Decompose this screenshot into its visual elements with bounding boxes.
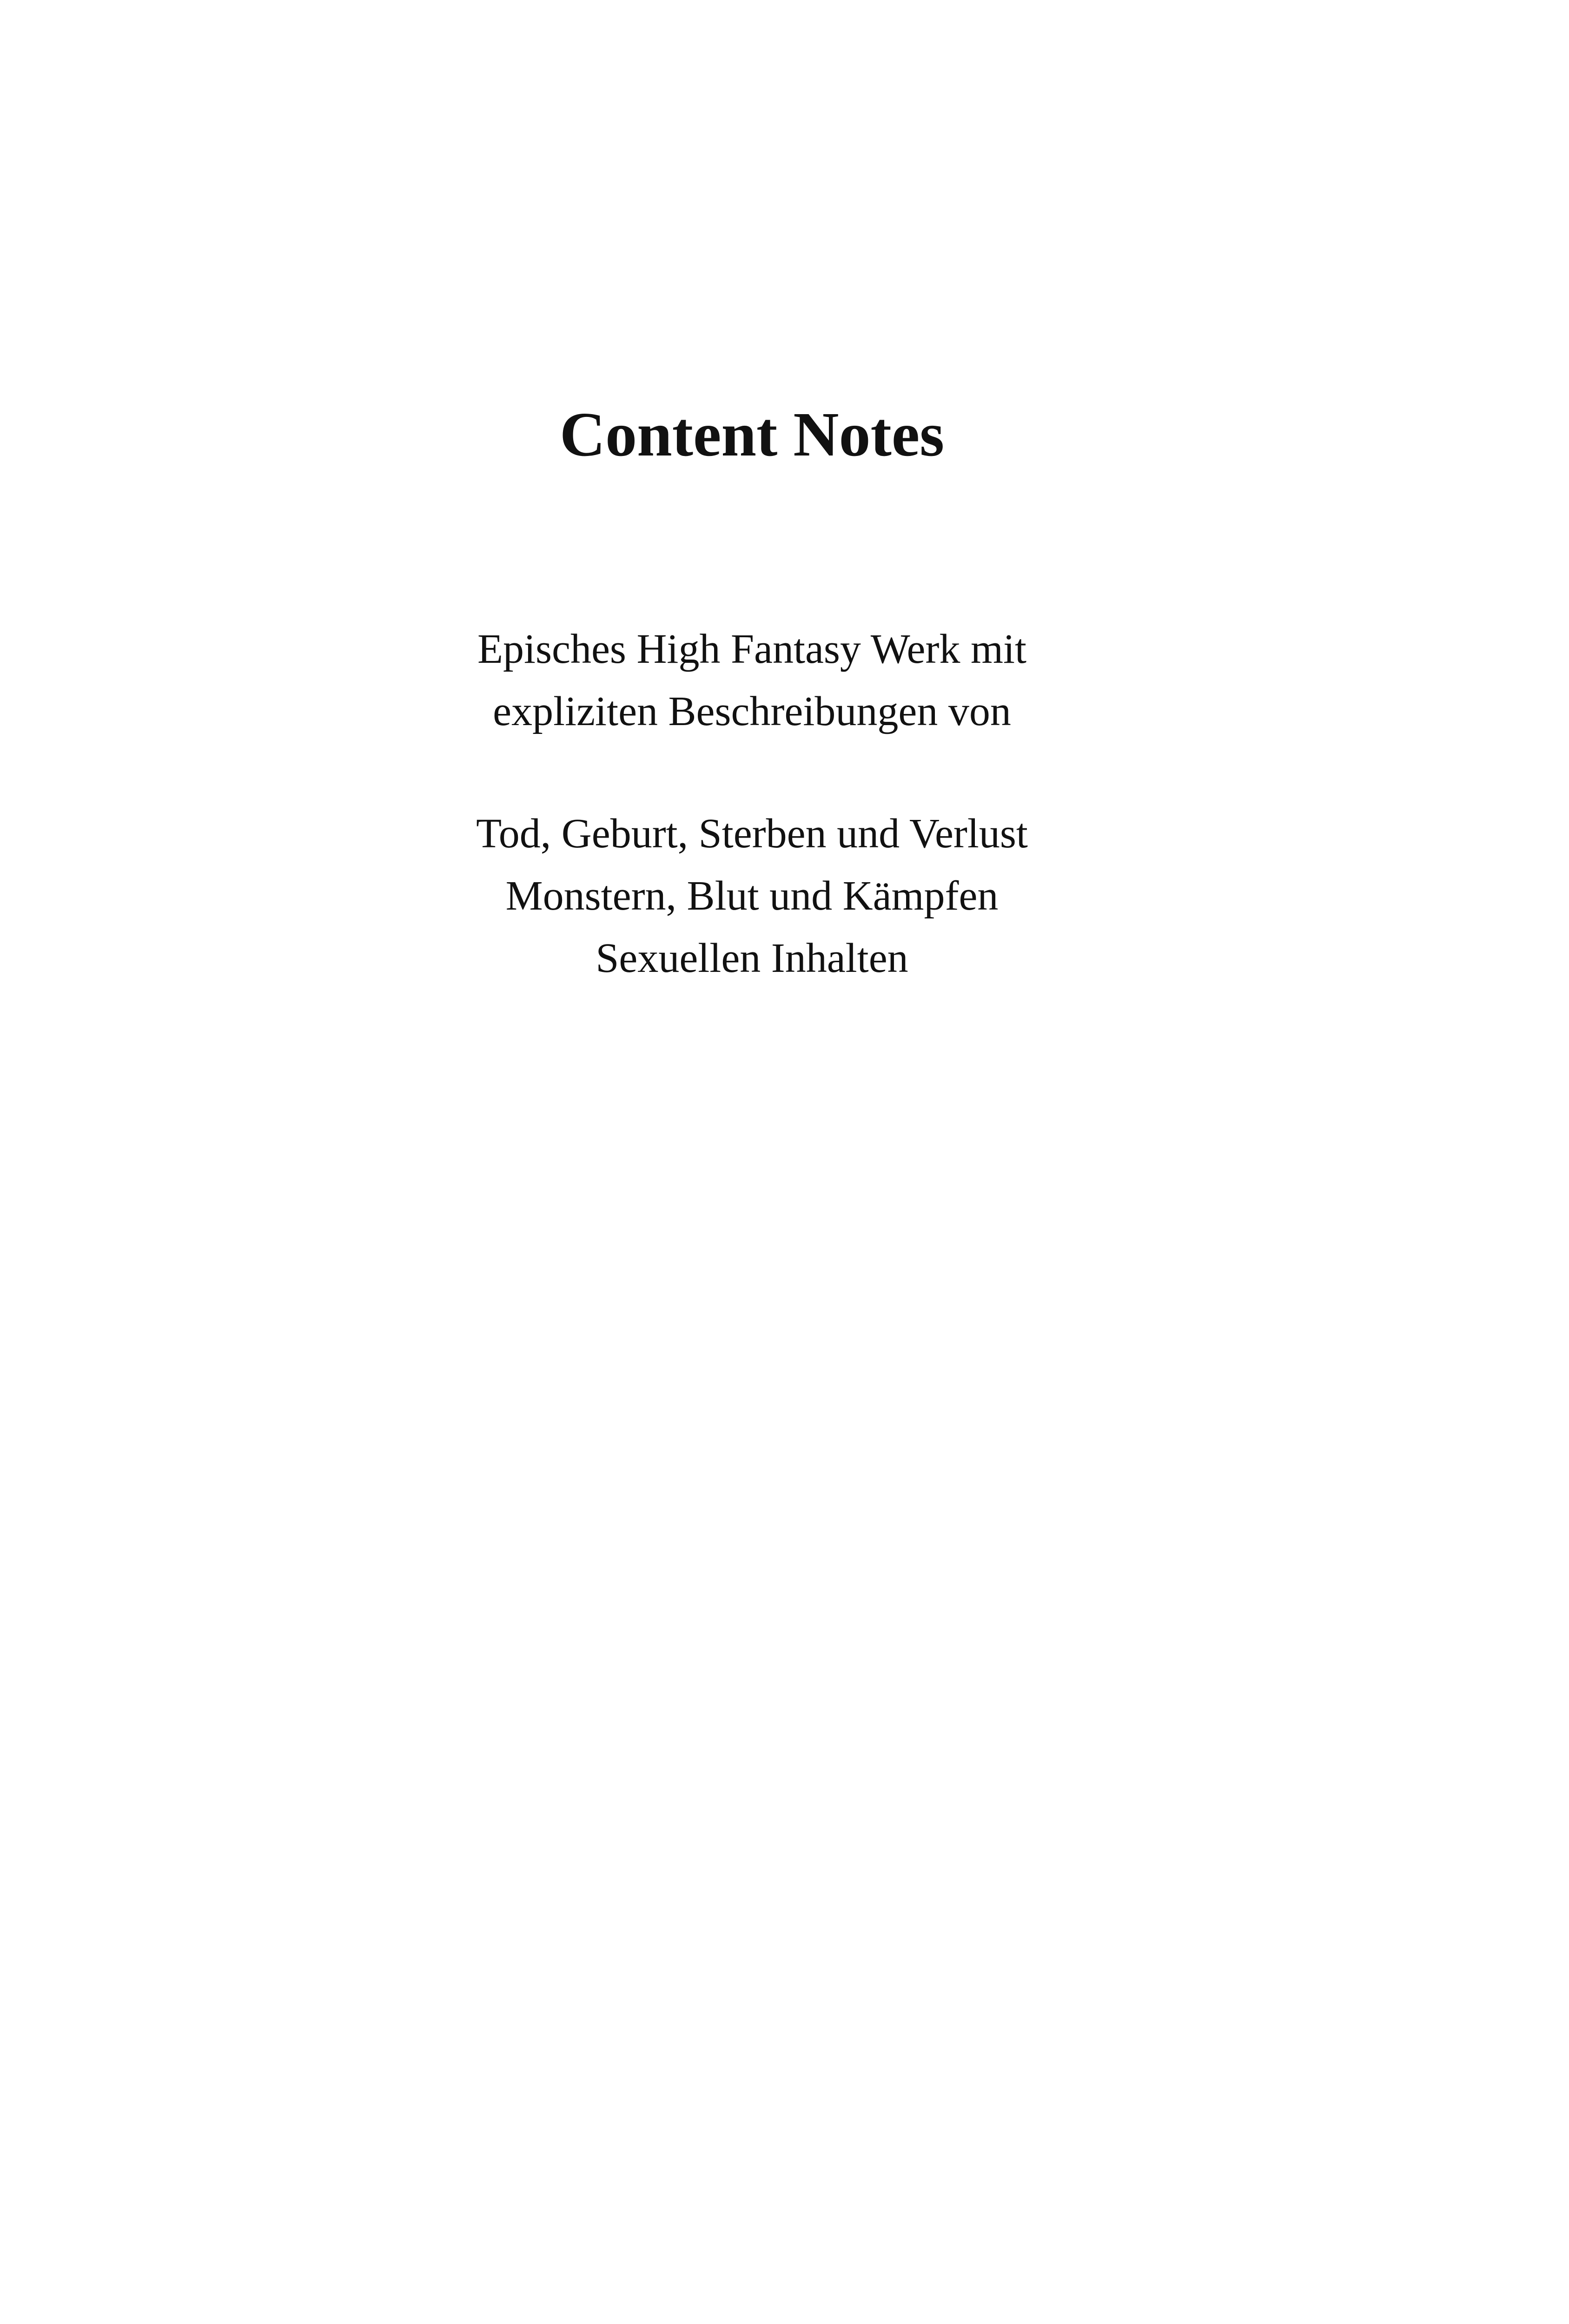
intro-line-2: expliziten Beschreibungen von <box>493 688 1011 734</box>
content-note-item: Sexuellen Inhalten <box>596 935 908 981</box>
intro-line-1: Episches High Fantasy Werk mit <box>477 626 1026 672</box>
page-title: Content Notes <box>559 400 945 469</box>
content-notes-list <box>0 803 1569 990</box>
intro-paragraph <box>0 618 1569 743</box>
content-note-item: Monstern, Blut und Kämpfen <box>505 873 999 919</box>
content-note-item: Tod, Geburt, Sterben und Verlust <box>476 811 1028 857</box>
